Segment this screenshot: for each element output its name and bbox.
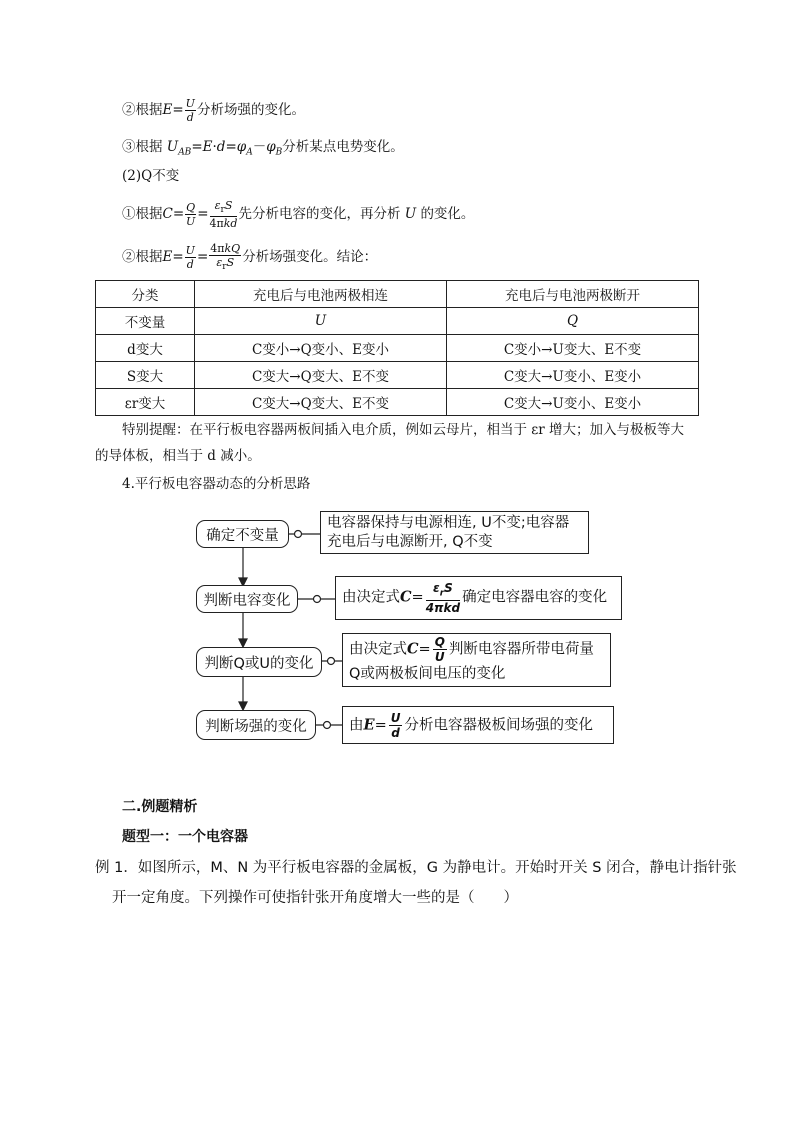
table-header-cell: 分类 [96, 281, 195, 308]
table-cell: C变小→U变大、E不变 [447, 335, 699, 362]
formula-line-capacitance: ①根据C= $\frac{Q}{U}$ = $\varepsilon_rS$ 4πkd 先分析电容的变化，再分析 U 的变化。 [122, 199, 475, 231]
table-cell: U [195, 308, 447, 335]
special-note-line2: 的导体板，相当于 d 减小。 [95, 448, 261, 464]
formula-line-e-ud: ②根据E= $\frac{U}{d}$ 分析场强的变化。 [122, 97, 305, 124]
table-cell: C变大→Q变大、E不变 [195, 362, 447, 389]
table-cell: C变大→U变小、E变小 [447, 389, 699, 416]
table-cell: C变小→Q变小、E变小 [195, 335, 447, 362]
flow-step-judge-field: 判断场强的变化 [196, 710, 316, 740]
table-header-cell: 充电后与电池两极相连 [195, 281, 447, 308]
special-note-line1: 特别提醒：在平行板电容器两板间插入电介质，例如云母片，相当于 εr 增大；加入与极板等大 [122, 422, 685, 438]
flow-desc-capacitance: 由决定式C= $\varepsilon_rS$ 4πkd 确定电容器电容的变化 [335, 576, 622, 620]
q-constant-heading: (2)Q不变 [122, 168, 180, 184]
type-1-title: 题型一：一个电容器 [122, 829, 248, 845]
flow-step-judge-q-or-u: 判断Q或U的变化 [196, 647, 322, 677]
formula-line-uab: ③根据 $U_{AB}=E\cdot d=\varphi_A-\varphi_B$分析某点电势变化。 [122, 139, 404, 158]
fraction-u-over-d: $\frac{U}{d}$ [185, 97, 195, 124]
section-4-title: 4.平行板电容器动态的分析思路 [122, 476, 311, 492]
formula-line-field: ②根据E= $\frac{U}{d}$ = 4πkQ $\varepsilon_rS$ 分析场强变化。结论： [122, 242, 378, 273]
table-cell: C变大→Q变大、E不变 [195, 389, 447, 416]
example-1-line1: 例 1．如图所示，M、N 为平行板电容器的金属板，G 为静电计。开始时开关 S 闭合，静电计指针张 [95, 860, 737, 876]
example-1-line2: 开一定角度。下列操作可使指针张开角度增大一些的是（ ） [112, 890, 518, 906]
table-cell: d变大 [96, 335, 195, 362]
flow-desc-field: 由E= $\frac{U}{d}$ 分析电容器极板间场强的变化 [342, 706, 614, 744]
table-cell: εr变大 [96, 389, 195, 416]
section-2-title: 二.例题精析 [122, 799, 198, 815]
table-header-cell: 充电后与电池两极断开 [447, 281, 699, 308]
flow-desc-invariant: 电容器保持与电源相连, U不变;电容器 充电后与电源断开, Q不变 [320, 511, 589, 554]
table-cell: S变大 [96, 362, 195, 389]
flow-step-determine-invariant: 确定不变量 [196, 520, 289, 548]
table-cell: C变大→U变小、E变小 [447, 362, 699, 389]
table-cell: 不变量 [96, 308, 195, 335]
flow-desc-q-or-u: 由决定式C= $\frac{Q}{U}$ 判断电容器所带电荷量 Q或两极板间电压的变化 [342, 633, 611, 687]
table-cell: Q [447, 308, 699, 335]
flow-step-judge-capacitance: 判断电容变化 [196, 585, 298, 613]
